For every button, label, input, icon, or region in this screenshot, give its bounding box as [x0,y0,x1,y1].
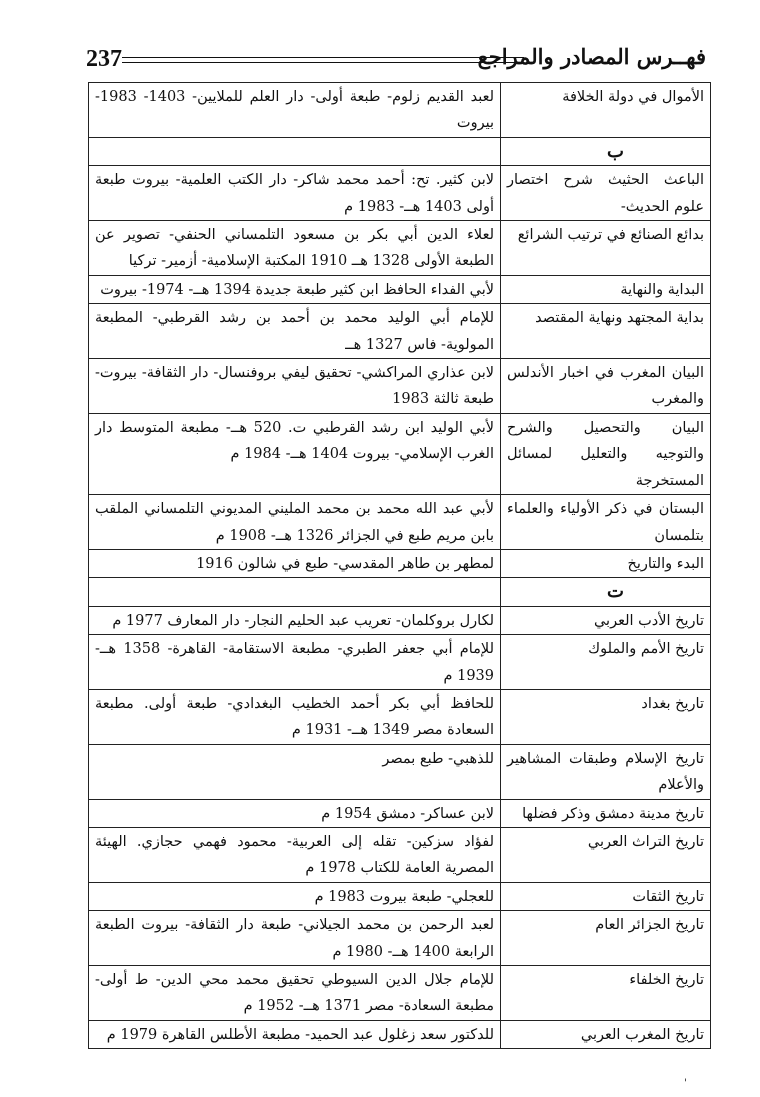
book-title: بدائع الصنائع في ترتيب الشرائع [501,221,711,276]
book-reference: لأبي الوليد ابن رشد القرطبي ت. 520 هــ- مطبعة المتوسط دار الغرب الإسلامي- بيروت 1404 هــ- 1984 م [89,413,501,494]
page-number: 237 [86,46,122,72]
book-title: تاريخ مدينة دمشق وذكر فضلها [501,799,711,827]
reference-row [89,413,711,494]
book-title: البداية والنهاية [501,275,711,303]
header-rule [122,57,524,58]
references-table [88,82,711,1049]
book-reference: لكارل بروكلمان- تعريب عبد الحليم النجار- دار المعارف 1977 م [89,606,501,634]
empty-cell [89,578,501,606]
book-reference: لأبي عبد الله محمد بن محمد المليني المديوني التلمساني الملقب بابن مريم طبع في الجزائر 1326 هــ- 1908 م [89,495,501,550]
page-header [86,44,706,80]
book-title: الباعث الحثيث شرح اختصار علوم الحديث- [501,166,711,221]
reference-row [89,882,711,910]
book-title: تاريخ الإسلام وطبقات المشاهير والأعلام [501,744,711,799]
page-title: فهــرس المصادر والمراجع [477,44,706,69]
reference-row [89,744,711,799]
book-reference: لعبد الرحمن بن محمد الجيلاني- طبعة دار الثقافة- بيروت الطبعة الرابعة 1400 هــ- 1980 م [89,911,501,966]
reference-row [89,799,711,827]
header-rule [122,62,524,63]
reference-row [89,359,711,414]
book-reference: للحافظ أبي بكر أحمد الخطيب البغدادي- طبعة أولى. مطبعة السعادة مصر 1349 هــ- 1931 م [89,689,501,744]
book-title: تاريخ بغداد [501,689,711,744]
book-title: تاريخ التراث العربي [501,827,711,882]
reference-row [89,275,711,303]
book-title: تاريخ الأمم والملوك [501,635,711,690]
book-title: البيان والتحصيل والشرح والتوجيه والتعليل لمسائل المستخرجة [501,413,711,494]
book-reference: لفؤاد سزكين- تقله إلى العربية- محمود فهمي حجازي. الهيئة المصرية العامة للكتاب 1978 م [89,827,501,882]
book-title: تاريخ الخلفاء [501,966,711,1021]
book-title: تاريخ المغرب العربي [501,1020,711,1048]
reference-row [89,911,711,966]
book-reference: لأبي الفداء الحافظ ابن كثير طبعة جديدة 1394 هــ- 1974- بيروت [89,275,501,303]
book-title: البستان في ذكر الأولياء والعلماء بتلمسان [501,495,711,550]
reference-row [89,966,711,1021]
book-reference: للإمام جلال الدين السيوطي تحقيق محمد محي الدين- ط أولى- مطبعة السعادة- مصر 1371 هــ- 1952 م [89,966,501,1021]
reference-row [89,549,711,577]
book-reference: للإمام أبي الوليد محمد بن أحمد بن رشد القرطبي- المطبعة المولوية- فاس 1327 هــ [89,304,501,359]
book-reference: للإمام أبي جعفر الطبري- مطبعة الاستقامة- القاهرة- 1358 هــ- 1939 م [89,635,501,690]
book-title: الأموال في دولة الخلافة [501,83,711,138]
book-reference: للدكتور سعد زغلول عبد الحميد- مطبعة الأطلس القاهرة 1979 م [89,1020,501,1048]
reference-row [89,689,711,744]
book-reference: للذهبي- طبع بمصر [89,744,501,799]
book-title: بداية المجتهد ونهاية المقتصد [501,304,711,359]
book-reference: لابن عساكر- دمشق 1954 م [89,799,501,827]
book-reference: لعلاء الدين أبي بكر بن مسعود التلمساني الحنفي- تصوير عن الطبعة الأولى 1328 هــ 1910 المكتبة الإسلامية- أزمير- تركيا [89,221,501,276]
book-title: تاريخ الأدب العربي [501,606,711,634]
book-title: البيان المغرب في اخبار الأندلس والمغرب [501,359,711,414]
book-title: تاريخ الجزائر العام [501,911,711,966]
reference-row [89,606,711,634]
book-reference: لابن عذاري المراكشي- تحقيق ليفي بروفنسال- دار الثقافة- بيروت- طبعة ثالثة 1983 [89,359,501,414]
section-letter: ب [501,137,711,165]
reference-row [89,221,711,276]
section-letter-row [89,137,711,165]
book-reference: لابن كثير. تح: أحمد محمد شاكر- دار الكتب العلمية- بيروت طبعة أولى 1403 هــ- 1983 م [89,166,501,221]
reference-row [89,1020,711,1048]
reference-row [89,635,711,690]
book-reference: لمطهر بن طاهر المقدسي- طبع في شالون 1916 [89,549,501,577]
reference-row [89,83,711,138]
reference-row [89,166,711,221]
empty-cell [89,137,501,165]
book-reference: للعجلي- طبعة بيروت 1983 م [89,882,501,910]
reference-row [89,827,711,882]
section-letter-row [89,578,711,606]
book-title: تاريخ الثقات [501,882,711,910]
footer-mark: ' [684,1078,687,1089]
section-letter: ت [501,578,711,606]
reference-row [89,304,711,359]
book-reference: لعبد القديم زلوم- طبعة أولى- دار العلم للملايين- 1403- 1983- بيروت [89,83,501,138]
reference-row [89,495,711,550]
book-title: البدء والتاريخ [501,549,711,577]
